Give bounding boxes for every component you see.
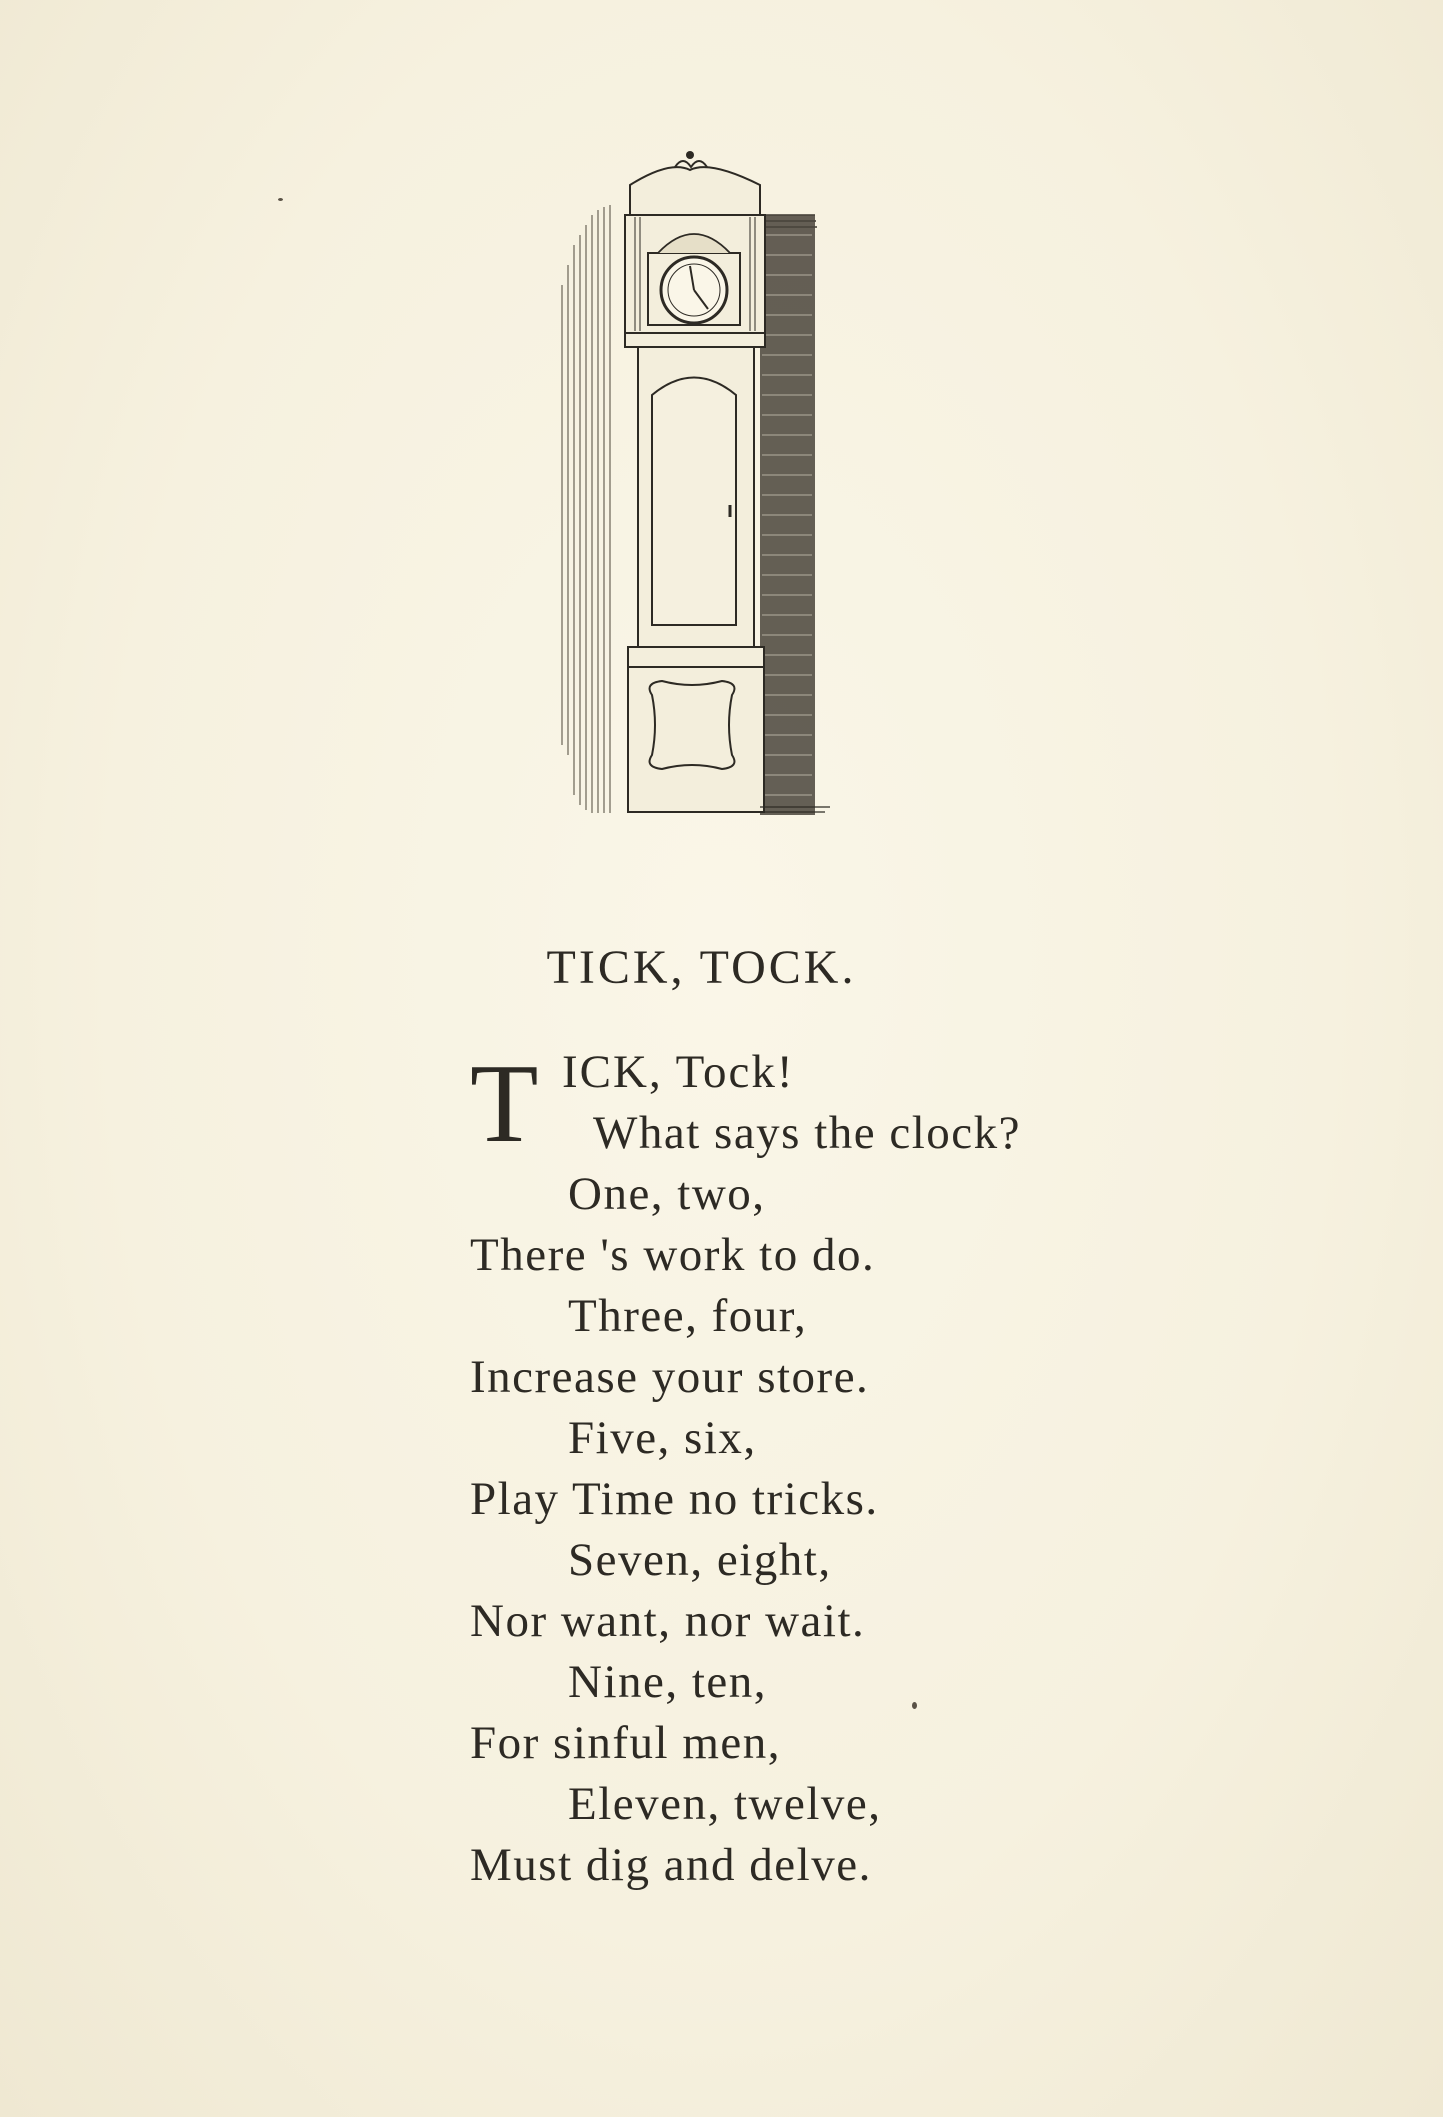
poem-line: What says the clock? [593, 1107, 1022, 1159]
poem-line: Increase your store. [470, 1351, 870, 1403]
poem-line: For sinful men, [470, 1717, 782, 1769]
poem-line: Five, six, [568, 1412, 757, 1464]
ink-speck [278, 198, 283, 201]
ink-speck [912, 1702, 917, 1709]
poem-title: TICK, TOCK. [546, 941, 857, 994]
poem-line: ICK, Tock! [562, 1046, 795, 1098]
poem-line: Eleven, twelve, [568, 1778, 882, 1830]
poem-line: Three, four, [568, 1290, 808, 1342]
poem-line: One, two, [568, 1168, 766, 1220]
grandfather-clock-illustration [540, 145, 850, 825]
poem-line: Nor want, nor wait. [470, 1595, 866, 1647]
poem-line: Must dig and delve. [470, 1839, 872, 1891]
poem-line: There 's work to do. [470, 1229, 876, 1281]
poem-line: Nine, ten, [568, 1656, 768, 1708]
poem-line: Seven, eight, [568, 1534, 832, 1586]
poem-line: Play Time no tricks. [470, 1473, 879, 1525]
drop-cap: T [470, 1042, 539, 1166]
